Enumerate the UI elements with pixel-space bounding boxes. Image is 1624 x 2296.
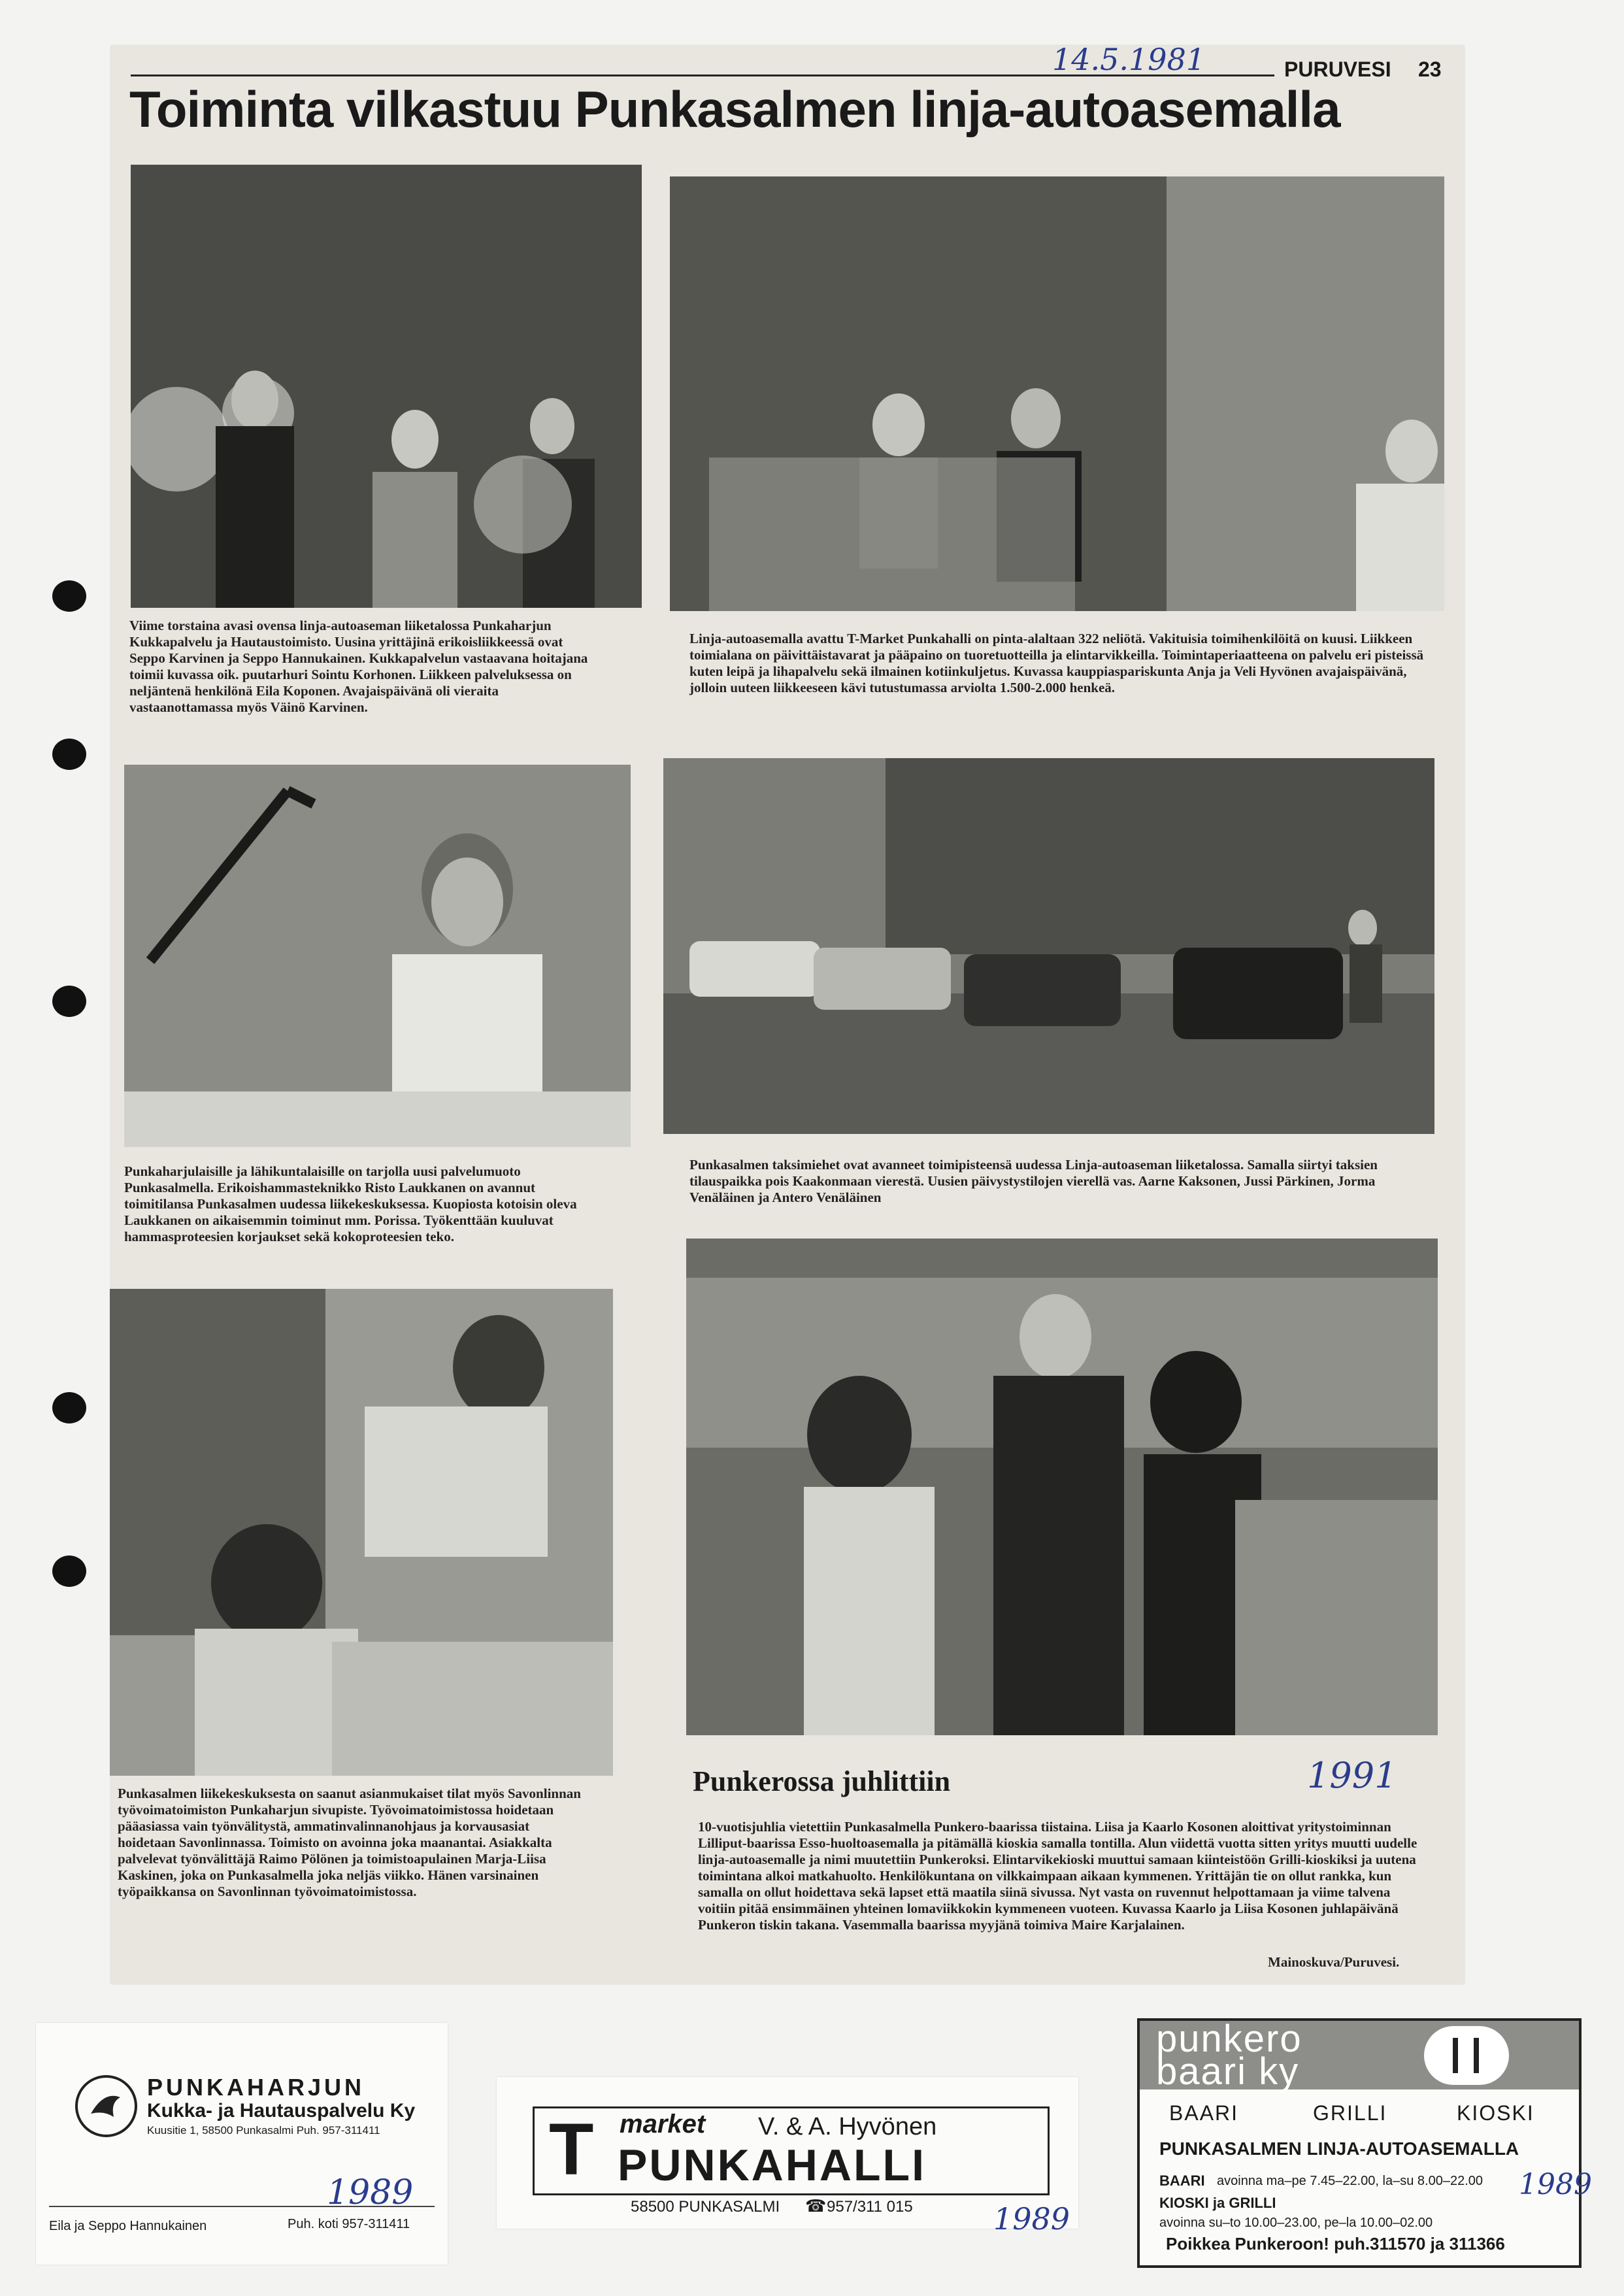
- ad-hautauspalvelu: [36, 2023, 448, 2265]
- caption-taxi: Punkasalmen taksimiehet ovat avanneet toimipisteensä uudessa Linja-autoaseman liiketalossa. Samalla siirtyi taksien tilauspaikka pois Kaakonmaan vierestä. Uusien päivystystilojen vierellä vas. Aarne Kaksonen, Jussi Pärkinen, Jorma Venäläinen ja Antero Venäläinen: [689, 1157, 1378, 1205]
- hautauspalvelu-title: PUNKAHARJUN: [147, 2074, 365, 2101]
- fork-knife-icon: [1424, 2026, 1509, 2085]
- photo-credit: Mainoskuva/Puruvesi.: [1268, 1954, 1400, 1970]
- hautauspalvelu-address: Kuusitie 1, 58500 Punkasalmi Puh. 957-311411: [147, 2124, 380, 2137]
- ad-punkahalli: [497, 2077, 1078, 2237]
- binder-hole: [52, 986, 86, 1017]
- caption-flower-shop: Viime torstaina avasi ovensa linja-autoaseman liiketalossa Punkaharjun Kukkapalvelu ja Hautaustoimisto. Uusina yrittäjinä erikoisliikkeessä ovat Seppo Karvinen ja Seppo Hannukainen. Kukkapalvelun vastaavana hoitajana toimii kuvassa oik. puutarhuri Sointu Korhonen. Liikkeen palveluksessa on neljäntenä henkilönä Eila Koponen. Avajaispäivänä oli vieraita vastaanottamassa myös Väinö Karvinen.: [129, 618, 588, 715]
- photo-punkero-figures: [686, 1239, 1438, 1735]
- photo-employment-office: [110, 1289, 613, 1776]
- baari-label: BAARI: [1159, 2172, 1205, 2189]
- punkero-logo-line2: baari ky: [1156, 2050, 1300, 2093]
- punkahalli-address: 58500 PUNKASALMI: [631, 2198, 780, 2216]
- kioski-label: KIOSKI ja GRILLI: [1159, 2195, 1276, 2211]
- ad-punkero: [1137, 2018, 1592, 2268]
- punkero-location: PUNKASALMEN LINJA-AUTOASEMALLA: [1159, 2138, 1519, 2159]
- hautauspalvelu-owners: Eila ja Seppo Hannukainen: [49, 2219, 207, 2233]
- handwritten-year-1989-market: 1989: [993, 2201, 1070, 2237]
- cutlery-icon: [1424, 2026, 1509, 2085]
- service-grilli: GRILLI: [1313, 2101, 1387, 2125]
- photo-t-market-figures: [670, 176, 1444, 611]
- hautauspalvelu-phone: Puh. koti 957-311411: [288, 2217, 410, 2231]
- handwritten-date: 14.5.1981: [1052, 42, 1206, 77]
- punkero-article-title: Punkerossa juhlittiin: [693, 1765, 951, 1797]
- photo-taxis: [663, 758, 1434, 1134]
- hautauspalvelu-divider: [49, 2206, 435, 2207]
- kioski-hours: avoinna su–to 10.00–23.00, pe–la 10.00–02.00: [1159, 2216, 1433, 2230]
- punkero-article-body: 10-vuotisjuhlia vietettiin Punkasalmella Punkero-baarissa tiistaina. Liisa ja Kaarlo Kosonen aloittivat yritystoiminnan Lilliput-baarissa Esso-huoltoasemalla ja pitämällä kioskia samalla tontilla. Alun viidettä vuotta sitten yritys muutti uudelle linja-autoasemalle ja nimi muutettiin Punkeroksi. Elintarvikekioski muuttui samaan kiinteistöön Grilli-kioskiksi ja uutena toimintana alkoi matkahuolto. Henkilökuntana on vilkkaimpaan aikaan kymmenen. Yrittäjän tie on ollut rankka, kun samalla on ollut hoidettava sekä lapset että maatila siinä sivussa. Nyt vasta on ruvennut helpottamaan ja viime talvena voitiin pitää ensimmäinen yhteinen lomaviikkokin kymmeneen vuoteen. Kuvassa Kaarlo ja Liisa Kosonen juhlapäivänä Punkeron tiskin takana. Vasemmalla baarissa myyjänä toimiva Maire Karjalainen.: [698, 1819, 1417, 1933]
- photo-flower-shop-figures: [131, 165, 642, 608]
- photo-flower-shop: [131, 165, 642, 608]
- service-baari: BAARI: [1169, 2101, 1239, 2125]
- market-word: market: [620, 2110, 706, 2138]
- binder-hole: [52, 1556, 86, 1587]
- phone-icon: ☎: [805, 2197, 827, 2216]
- handwritten-year-1989: 1989: [327, 2173, 414, 2212]
- photo-employment-office-figures: [110, 1289, 613, 1776]
- section-name: PURUVESI: [1284, 58, 1391, 81]
- binder-hole: [52, 580, 86, 612]
- binder-hole: [52, 739, 86, 770]
- baari-hours: avoinna ma–pe 7.45–22.00, la–su 8.00–22.00: [1217, 2174, 1483, 2188]
- page-number: 23: [1418, 58, 1442, 81]
- handwritten-year-1991: 1991: [1307, 1755, 1397, 1796]
- photo-dentist-figures: [124, 765, 631, 1147]
- hautauspalvelu-subtitle: Kukka- ja Hautauspalvelu Ky: [147, 2100, 416, 2121]
- handwritten-year-1989-punkero: 1989: [1519, 2168, 1592, 2201]
- punkahalli-name: PUNKAHALLI: [618, 2140, 926, 2190]
- hautauspalvelu-logo-icon: [75, 2075, 137, 2137]
- binder-hole: [52, 1392, 86, 1423]
- photo-t-market: [670, 176, 1444, 611]
- bird-icon: [78, 2078, 135, 2135]
- service-kioski: KIOSKI: [1457, 2101, 1534, 2125]
- punkahalli-phone: 957/311 015: [827, 2198, 913, 2216]
- punkero-slogan: Poikkea Punkeroon! puh.311570 ja 311366: [1166, 2234, 1505, 2254]
- photo-dentist: [124, 765, 631, 1147]
- punkero-logo-line1: punkero: [1156, 2018, 1302, 2060]
- caption-dentist: Punkaharjulaisille ja lähikuntalaisille on tarjolla uusi palvelumuoto Punkasalmella. Erikoishammasteknikko Risto Laukkanen on avannut toimitilansa Punkasalmen uudessa liikekeskuksessa. Kuopiosta kotoisin oleva Laukkanen on aikaisemmin toiminut mm. Porissa. Työkenttään kuuluvat hammasproteesien korjaukset sekä kokoproteesien teko.: [124, 1163, 577, 1244]
- photo-taxis-figures: [663, 758, 1434, 1134]
- caption-employment-office: Punkasalmen liikekeskuksesta on saanut asianmukaiset tilat myös Savonlinnan työvoimatoimiston Punkaharjun sivupiste. Työvoimatoimistossa hoidetaan pääasiassa vain työnvälitystä, ammatinvalinnanohjaus ja korvausasiat hoidetaan Savonlinnassa. Toimisto on avoinna joka maanantai. Asiakkalta palvelevat työnvälittäjä Raimo Pölönen ja toimistoapulainen Marja-Liisa Kaskinen, joka on Punkasalmella joka neljäs viikko. Hänen varsinainen työpaikkansa on Savonlinnan työvoimatoimistossa.: [118, 1786, 581, 1899]
- photo-punkero: [686, 1239, 1438, 1735]
- headline: Toiminta vilkastuu Punkasalmen linja-autoasemalla: [129, 80, 1340, 138]
- t-logo-icon: T: [549, 2108, 594, 2190]
- punkahalli-owners: V. & A. Hyvönen: [758, 2113, 937, 2140]
- caption-market: Linja-autoasemalla avattu T-Market Punkahalli on pinta-alaltaan 322 neliötä. Vakituisia toimihenkilöitä on kuusi. Liikkeen toimialana on päivittäistavarat ja pääpaino on tuoretuotteilla ja elintarvikkeilla. Toimintaperiaatteena on palvelu eri pisteissä kuten leipä ja lihapalvelu sekä ilmainen kotiinkuljetus. Kuvassa kauppiaspariskunta Anja ja Veli Hyvönen avajaispäivänä, jolloin uuteen liikkeeseen kävi tutustumassa arviolta 1.500-2.000 henkeä.: [689, 631, 1424, 695]
